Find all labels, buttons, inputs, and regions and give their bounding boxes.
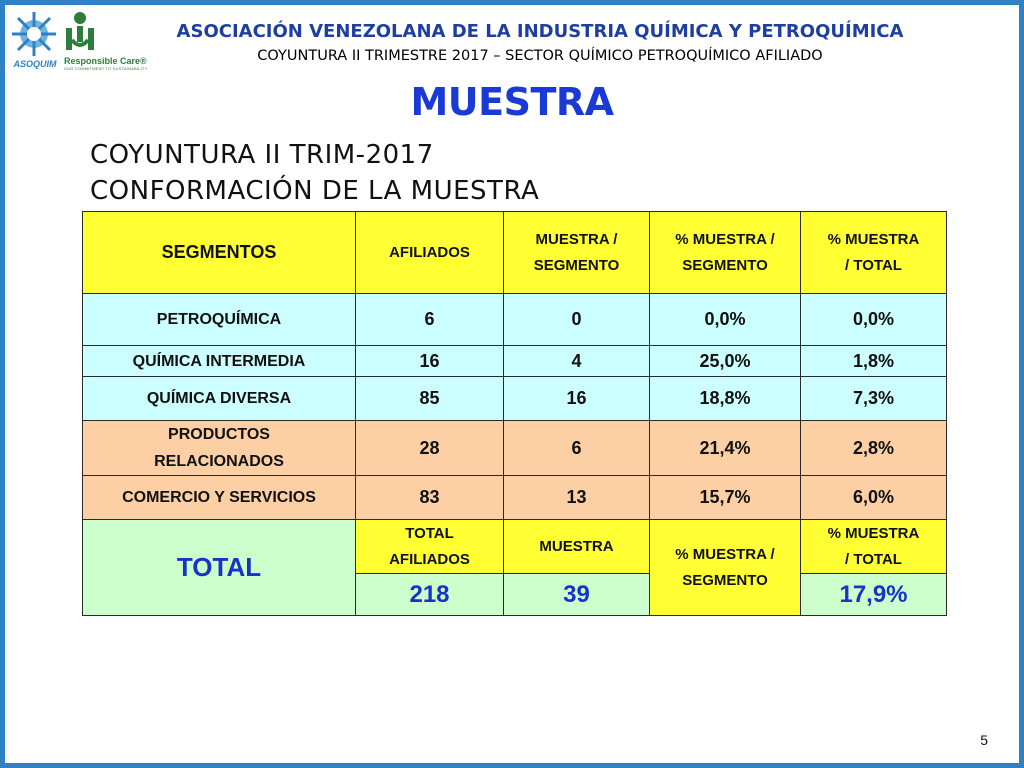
pct-segmento-value: 0,0% bbox=[650, 294, 801, 346]
total-muestra-value: 39 bbox=[504, 574, 650, 616]
label-line: / TOTAL bbox=[845, 550, 902, 568]
asoquim-logo-text: ASOQUIM bbox=[13, 59, 57, 69]
segment-label: QUÍMICA DIVERSA bbox=[83, 377, 356, 421]
afiliados-value: 28 bbox=[356, 421, 504, 476]
afiliados-value: 83 bbox=[356, 476, 504, 520]
page-number: 5 bbox=[980, 732, 988, 748]
segment-label: PETROQUÍMICA bbox=[83, 294, 356, 346]
label-line: SEGMENTO bbox=[682, 571, 768, 589]
segment-label bbox=[83, 421, 356, 476]
table-row bbox=[83, 294, 947, 346]
pct-total-value: 7,3% bbox=[801, 377, 947, 421]
pct-total-value: 2,8% bbox=[801, 421, 947, 476]
total-afiliados-value: 218 bbox=[356, 574, 504, 616]
total-label: TOTAL bbox=[83, 520, 356, 616]
pct-total-value: 1,8% bbox=[801, 346, 947, 377]
afiliados-value: 16 bbox=[356, 346, 504, 377]
responsible-care-tagline: OUR COMMITMENT TO SUSTAINABILITY bbox=[64, 66, 148, 71]
organization-title: ASOCIACIÓN VENEZOLANA DE LA INDUSTRIA QUÍMICA Y PETROQUÍMICA bbox=[176, 21, 904, 42]
header-line: % MUESTRA bbox=[827, 230, 920, 248]
header-line: SEGMENTO bbox=[682, 256, 768, 274]
total-pct-segmento-label bbox=[650, 520, 801, 616]
segment-label: QUÍMICA INTERMEDIA bbox=[83, 346, 356, 377]
segment-label-line: PRODUCTOS bbox=[168, 426, 270, 443]
segment-label-line: RELACIONADOS bbox=[154, 453, 284, 470]
responsible-care-text: Responsible Care® bbox=[64, 56, 147, 66]
table-row bbox=[83, 476, 947, 520]
sample-table bbox=[82, 211, 947, 616]
muestra-value: 13 bbox=[504, 476, 650, 520]
page-title: MUESTRA bbox=[410, 80, 614, 124]
total-afiliados-label bbox=[356, 520, 504, 574]
pct-segmento-value: 18,8% bbox=[650, 377, 801, 421]
section-heading-sample: CONFORMACIÓN DE LA MUESTRA bbox=[90, 176, 540, 206]
table-header-row bbox=[83, 212, 947, 294]
pct-total-value: 0,0% bbox=[801, 294, 947, 346]
muestra-value: 0 bbox=[504, 294, 650, 346]
afiliados-value: 85 bbox=[356, 377, 504, 421]
total-pct-total-value: 17,9% bbox=[801, 574, 947, 616]
afiliados-value: 6 bbox=[356, 294, 504, 346]
asoquim-logo bbox=[6, 10, 62, 72]
table-row bbox=[83, 377, 947, 421]
total-pct-total-label bbox=[801, 520, 947, 574]
pct-total-value: 6,0% bbox=[801, 476, 947, 520]
pct-segmento-value: 15,7% bbox=[650, 476, 801, 520]
header-pct-muestra-total bbox=[801, 212, 947, 294]
label-line: TOTAL bbox=[405, 524, 454, 542]
header-segmentos: SEGMENTOS bbox=[83, 212, 356, 294]
label-line: AFILIADOS bbox=[389, 550, 470, 568]
table-row bbox=[83, 421, 947, 476]
segment-label: COMERCIO Y SERVICIOS bbox=[83, 476, 356, 520]
header-muestra-segmento bbox=[504, 212, 650, 294]
responsible-care-logo bbox=[62, 10, 148, 72]
section-heading-period: COYUNTURA II TRIM-2017 bbox=[90, 140, 434, 170]
header-pct-muestra-segmento bbox=[650, 212, 801, 294]
header-afiliados: AFILIADOS bbox=[356, 212, 504, 294]
header-line: MUESTRA / bbox=[535, 230, 618, 248]
responsible-care-hands-icon bbox=[62, 10, 98, 54]
asoquim-emblem-icon bbox=[6, 10, 62, 60]
total-muestra-label: MUESTRA bbox=[504, 520, 650, 574]
header-line: SEGMENTO bbox=[533, 256, 620, 274]
header-line: / TOTAL bbox=[845, 256, 902, 274]
muestra-value: 16 bbox=[504, 377, 650, 421]
label-line: % MUESTRA / bbox=[675, 545, 775, 563]
total-labels-row bbox=[83, 520, 947, 574]
muestra-value: 4 bbox=[504, 346, 650, 377]
pct-segmento-value: 21,4% bbox=[650, 421, 801, 476]
header-line: % MUESTRA / bbox=[675, 230, 775, 248]
table-row bbox=[83, 346, 947, 377]
label-line: % MUESTRA bbox=[827, 524, 920, 542]
report-subtitle: COYUNTURA II TRIMESTRE 2017 – SECTOR QUÍMICO PETROQUÍMICO AFILIADO bbox=[257, 48, 823, 64]
muestra-value: 6 bbox=[504, 421, 650, 476]
pct-segmento-value: 25,0% bbox=[650, 346, 801, 377]
